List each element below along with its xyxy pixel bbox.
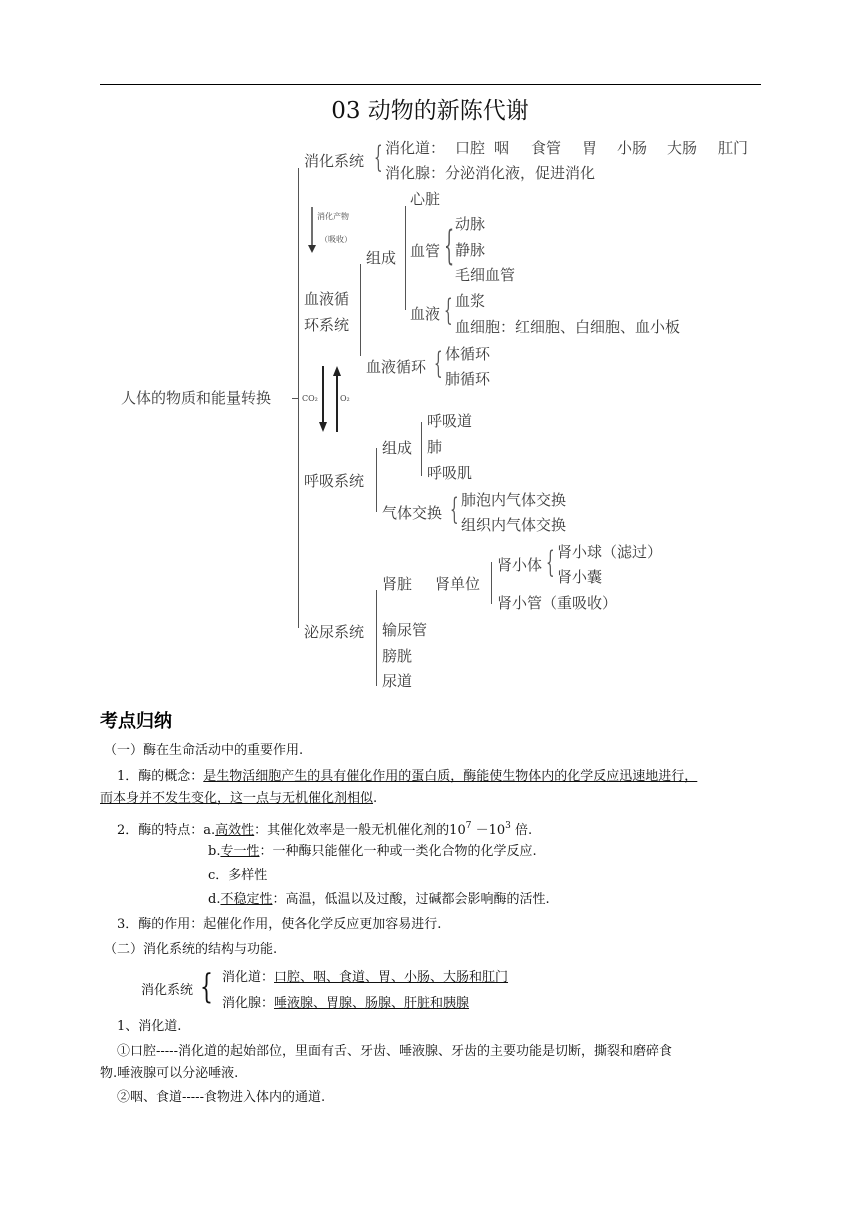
exponent: 3 (505, 821, 511, 831)
summary-brace: { (200, 967, 213, 1007)
underlined-text: 专一性 (220, 844, 260, 859)
text: ：高温，低温以及过酸，过碱都会影响酶的活性. (272, 892, 550, 907)
text: 消化腺： (222, 996, 275, 1011)
digestive-organ: 咽 (494, 139, 510, 157)
blood-part: 血细胞：红细胞、白细胞、血小板 (455, 318, 681, 336)
vessels-label: 血管 (410, 242, 441, 260)
paragraph-mouth: ①口腔-----消化道的起始部位，里面有舌、牙齿、唾液腺、牙齿的主要功能是切断，撕裂和磨碎食 (117, 1044, 672, 1059)
subsection-heading: （一）酶在生命活动中的重要作用. (104, 743, 304, 758)
vessel-type: 静脉 (455, 241, 486, 259)
urinary-part: 膀胱 (382, 647, 413, 665)
digestive-organ: 大肠 (667, 139, 698, 157)
circulation-label: 血液循 (304, 290, 350, 308)
digestive-system-summary-label: 消化系统 (141, 983, 194, 998)
circuit-type: 体循环 (445, 345, 491, 363)
co2-label: CO₂ (302, 394, 318, 403)
underlined-text: 高效性 (215, 823, 255, 838)
respiratory-part: 肺 (427, 438, 443, 456)
urinary-part: 输尿管 (382, 621, 428, 639)
urinary-part: 尿道 (382, 672, 413, 690)
digestive-organ: 食管 (531, 139, 562, 157)
corpuscle-part: 肾小囊 (557, 568, 603, 586)
circulation-label: 环系统 (304, 316, 350, 334)
urinary-bracket (376, 590, 377, 686)
corpuscle-label: 肾小体 (497, 556, 543, 574)
digestive-organ: 肛门 (718, 139, 749, 157)
digestive-tract-summary (222, 970, 508, 986)
page-title: 03 动物的新陈代谢 (331, 98, 529, 124)
urinary-label: 泌尿系统 (304, 623, 365, 641)
tubule-label: 肾小管（重吸收） (497, 594, 618, 612)
respiratory-bracket (376, 448, 377, 512)
underlined-text: 是生物活细胞产生的具有催化作用的蛋白质，酶能使生物体内的化学反应迅速地进行， (203, 769, 698, 784)
respiratory-composition: 组成 (382, 439, 413, 457)
exponent: 7 (465, 821, 472, 831)
paragraph-enzyme-function: 3．酶的作用：起催化作用，使各化学反应更加容易进行. (117, 917, 442, 932)
digestive-gland: 消化腺：分泌消化液，促进消化 (385, 164, 596, 182)
absorption-note: 消化产物 (317, 212, 349, 221)
enzyme-feature-a (117, 818, 532, 839)
digestive-organ: 口腔 (455, 139, 486, 157)
exchange-type: 肺泡内气体交换 (461, 491, 567, 509)
blood-part: 血浆 (455, 292, 486, 310)
paragraph-mouth-cont: 物.唾液腺可以分泌唾液. (100, 1066, 239, 1081)
vessel-type: 动脉 (455, 215, 486, 233)
diagram-root: 人体的物质和能量转换 (121, 389, 272, 407)
composition-bracket (405, 206, 406, 310)
absorption-note: （吸收） (320, 235, 352, 244)
enzyme-feature-c: c．多样性 (208, 868, 268, 883)
underlined-text: 唾液腺、胃腺、肠腺、肝脏和胰腺 (274, 996, 470, 1011)
text: 倍. (510, 823, 533, 838)
section-title: 考点归纳 (100, 711, 172, 732)
text: b. (208, 844, 221, 859)
text: －10 (471, 823, 506, 838)
respiratory-label: 呼吸系统 (304, 472, 365, 490)
circulation-composition: 组成 (366, 249, 397, 267)
digestive-tract-label: 消化道： (385, 139, 446, 157)
digestive-gland-summary (222, 996, 469, 1012)
vessel-type: 毛细血管 (455, 266, 516, 284)
digestive-brace: { (374, 140, 383, 175)
nephron-label: 肾单位 (435, 575, 481, 593)
circuit-type: 肺循环 (445, 370, 491, 388)
respiratory-part: 呼吸道 (427, 412, 473, 430)
subsection-heading: （二）消化系统的结构与功能. (104, 942, 278, 957)
resp-composition-bracket (421, 422, 422, 476)
text: d. (208, 892, 221, 907)
text: ：其催化效率是一般无机催化剂的10 (254, 823, 466, 838)
paragraph-enzyme-concept (117, 769, 697, 785)
digestive-organ: 胃 (582, 139, 598, 157)
vessels-brace: { (444, 223, 455, 269)
subsection-heading: 1、消化道. (117, 1019, 182, 1034)
gas-exchange-label: 气体交换 (382, 504, 443, 522)
nephron-bracket (491, 562, 492, 604)
exchange-type: 组织内气体交换 (461, 516, 567, 534)
kidney-label: 肾脏 (382, 575, 413, 593)
digestive-organ: 小肠 (617, 139, 648, 157)
root-connector (292, 398, 299, 399)
underlined-text: 口腔、咽、食道、胃、小肠、大肠和肛门 (274, 970, 509, 985)
circuit-brace: { (434, 346, 443, 381)
text: . (373, 791, 378, 806)
corpuscle-part: 肾小球（滤过） (557, 543, 663, 561)
respiratory-part: 呼吸肌 (427, 464, 473, 482)
paragraph-pharynx: ②咽、食道-----食物进入体内的通道. (117, 1090, 326, 1105)
blood-label: 血液 (410, 305, 441, 323)
digestive-system-label: 消化系统 (304, 152, 365, 170)
text: 消化道： (222, 970, 275, 985)
text: ：一种酶只能催化一种或一类化合物的化学反应. (259, 844, 537, 859)
text: 1．酶的概念： (117, 769, 204, 784)
enzyme-feature-b (208, 844, 537, 860)
blood-brace: { (444, 293, 453, 328)
underlined-text: 而本身并不发生变化，这一点与无机催化剂相似 (100, 791, 374, 806)
circuit-label: 血液循环 (366, 358, 427, 376)
exchange-brace: { (450, 492, 459, 527)
circulation-bracket (360, 264, 361, 356)
header-rule (100, 84, 761, 85)
o2-label: O₂ (340, 394, 350, 403)
text: 2．酶的特点：a. (117, 823, 216, 838)
enzyme-feature-d (208, 892, 550, 908)
paragraph-enzyme-concept-cont (100, 791, 377, 807)
underlined-text: 不稳定性 (220, 892, 273, 907)
heart-label: 心脏 (410, 190, 441, 208)
corpuscle-brace: { (546, 545, 555, 580)
